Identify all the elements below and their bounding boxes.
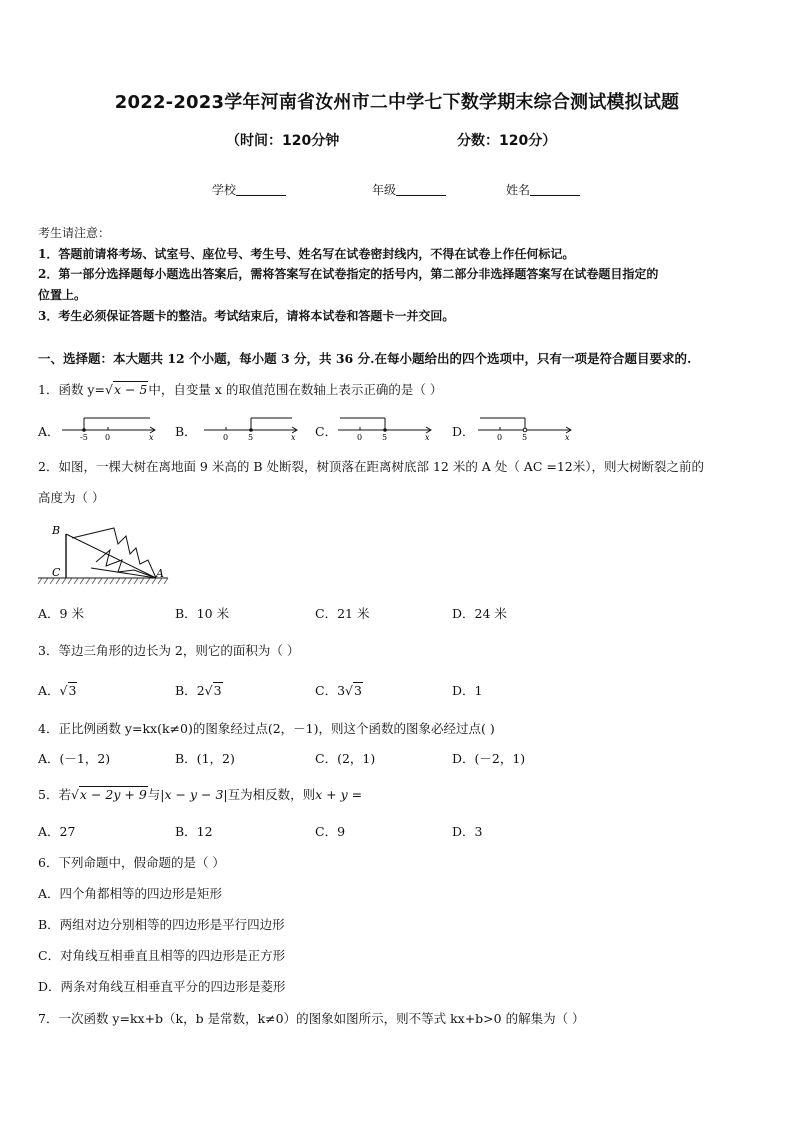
question-2-stem-cont: 高度为（ ）	[38, 490, 105, 505]
option-label: C．	[315, 683, 338, 698]
question-4-stem: 4．正比例函数 y=kx(k≠0)的图象经过点(2，－1)，则这个函数的图象必经过点( )	[38, 721, 495, 736]
notice-item-3: 3．考生必须保证答题卡的整洁。考试结束后，请将本试卷和答题卡一并交回。	[38, 309, 455, 323]
q1-label-d: D．	[452, 424, 475, 439]
name-label: 姓名	[506, 183, 531, 197]
q5-option-b: B．12	[175, 824, 213, 839]
q5-option-c: C．9	[315, 824, 346, 839]
number-line-a	[60, 412, 160, 442]
q5-pre: 5．若	[38, 787, 71, 802]
q5-abs: x − y − 3	[164, 787, 224, 802]
coef: 3	[337, 683, 346, 698]
tick-label: 5	[522, 433, 528, 442]
question-3-stem: 3．等边三角形的边长为 2，则它的面积为（ ）	[38, 643, 300, 658]
q3-option-a	[38, 681, 77, 699]
tick-label: 0	[105, 433, 111, 442]
q6-option-d: D．两条对角线互相垂直平分的四边形是菱形	[38, 979, 286, 994]
school-label: 学校	[212, 183, 237, 197]
q1-label-b: B．	[175, 424, 197, 439]
q5-option-d: D．3	[452, 824, 483, 839]
grade-field	[372, 181, 446, 198]
section-heading: 一、选择题：本大题共 12 个小题，每小题 3 分，共 36 分.在每小题给出的四个选项中，只有一项是符合题目要求的.	[38, 351, 692, 366]
tick-label: -5	[80, 433, 88, 442]
q1-label-c: C．	[315, 424, 338, 439]
notice-item-1: 1．答题前请将考场、试室号、座位号、考生号、姓名写在试卷密封线内，不得在试卷上作任何标记。	[38, 247, 575, 261]
q3-option-d	[452, 681, 482, 699]
tree-figure	[36, 520, 176, 590]
q1-post: 中，自变量 x 的取值范围在数轴上表示正确的是（ ）	[148, 382, 443, 397]
abs-bar: |	[160, 787, 165, 802]
q5-post: 互为相反数，则	[227, 787, 316, 802]
notice-item-2: 2．第一部分选择题每小题选出答案后，需将答案写在试卷指定的括号内，第二部分非选择题答案写在试卷题目指定的	[38, 267, 659, 281]
sqrt-sign: √	[104, 382, 113, 397]
question-6-stem: 6．下列命题中，假命题的是（ ）	[38, 855, 225, 870]
q5-option-a: A．27	[38, 824, 76, 839]
q3-option-c	[315, 681, 363, 699]
abs-bar: |	[223, 787, 228, 802]
total-score: 分数：120分）	[457, 133, 557, 149]
name-field	[506, 181, 580, 198]
q4-option-c: C．(2，1)	[315, 751, 376, 766]
q1-radicand: x − 5	[113, 382, 148, 397]
q1-label-a: A．	[38, 424, 60, 439]
notice-item-2-cont: 位置上。	[38, 288, 87, 302]
q4-option-d: D．(－2，1)	[452, 751, 526, 766]
sqrt-sign: √	[70, 787, 79, 802]
sqrt-sign: √	[345, 683, 353, 698]
question-2-stem: 2．如图，一棵大树在离地面 9 米高的 B 处断裂，树顶落在距离树底部 12 米的 A 处（ AC =12米），则大树断裂之前的	[38, 459, 704, 474]
q5-radicand: x − 2y + 9	[79, 787, 147, 802]
grade-label: 年级	[372, 183, 397, 197]
q4-option-b: B．(1，2)	[175, 751, 235, 766]
tick-label: 0	[223, 433, 229, 442]
school-blank	[236, 183, 286, 196]
coef: 1	[474, 683, 483, 698]
notice-heading: 考生请注意：	[38, 226, 111, 240]
q2-option-a: A．9 米	[38, 606, 84, 621]
q1-pre: 1．函数 y=	[38, 382, 105, 397]
option-label: B．	[175, 683, 197, 698]
sqrt-sign: √	[59, 683, 68, 698]
axis-label: x	[149, 433, 154, 442]
option-label: A．	[38, 683, 60, 698]
axis-label: x	[565, 433, 570, 442]
q6-option-c: C．对角线互相垂直且相等的四边形是正方形	[38, 948, 286, 963]
q2-option-b: B．10 米	[175, 606, 230, 621]
radicand: 3	[354, 683, 362, 698]
radicand: 3	[68, 683, 77, 698]
tick-label: 0	[357, 433, 363, 442]
point-label-c: C	[52, 566, 61, 579]
tick-label: 5	[248, 433, 254, 442]
tick-label: 0	[497, 433, 503, 442]
q2-option-c: C．21 米	[315, 606, 370, 621]
number-line-d	[476, 412, 576, 442]
q2-option-d: D．24 米	[452, 606, 507, 621]
number-line-b	[202, 412, 302, 442]
question-5-stem	[38, 785, 362, 803]
sqrt-sign: √	[204, 683, 213, 698]
q3-option-b	[175, 681, 223, 699]
q5-mid: 与	[147, 787, 161, 802]
school-field	[212, 181, 286, 198]
question-7-stem: 7．一次函数 y=kx+b（k，b 是常数，k≠0）的图象如图所示，则不等式 kx+b>0 的解集为（ ）	[38, 1011, 585, 1026]
point-label-a: A	[156, 567, 164, 580]
q4-option-a: A．(－1，2)	[38, 751, 111, 766]
axis-label: x	[291, 433, 296, 442]
question-1-stem	[38, 380, 442, 398]
option-label: D．	[452, 683, 475, 698]
name-blank	[530, 183, 580, 196]
number-line-c	[336, 412, 436, 442]
time-limit: （时间：120分钟	[226, 133, 340, 149]
tick-label: 5	[382, 433, 388, 442]
grade-blank	[396, 183, 446, 196]
q5-expr: x + y =	[315, 787, 363, 802]
coef: 2	[196, 683, 205, 698]
axis-label: x	[425, 433, 430, 442]
point-label-b: B	[52, 524, 61, 537]
q6-option-a: A．四个角都相等的四边形是矩形	[38, 886, 223, 901]
page-title: 2022-2023学年河南省汝州市二中学七下数学期末综合测试模拟试题	[114, 92, 680, 113]
q6-option-b: B．两组对边分别相等的四边形是平行四边形	[38, 917, 285, 932]
radicand: 3	[213, 683, 222, 698]
